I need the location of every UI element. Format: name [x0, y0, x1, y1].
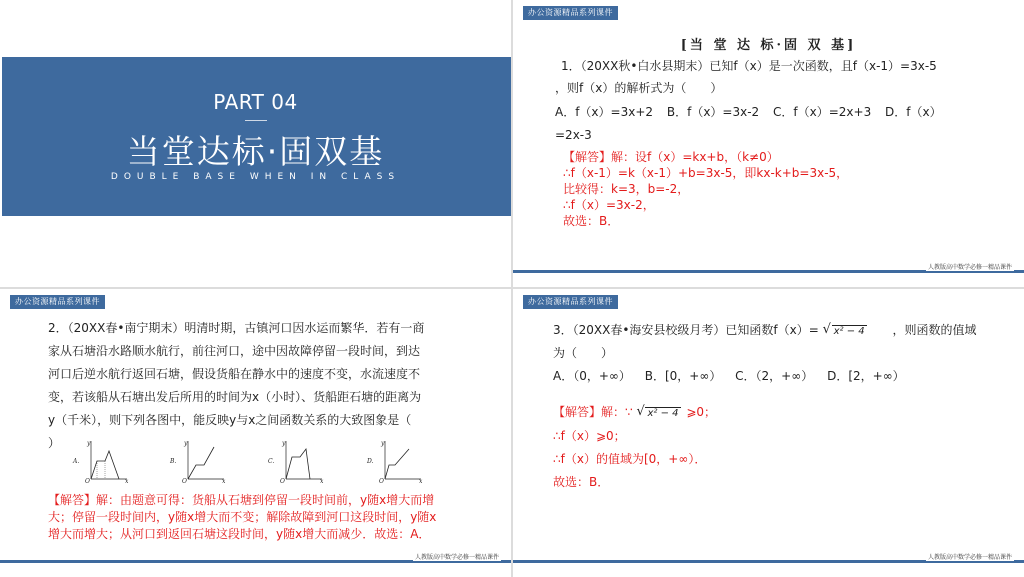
- radicand: x² − 4: [833, 326, 865, 337]
- question-line: ）: [48, 436, 61, 450]
- answer-line: ∴f（x）=3x-2，: [563, 198, 655, 212]
- slide-question-3: [513, 289, 1024, 577]
- answer-line: ∴f（x）⩾0；: [553, 429, 626, 443]
- question-line: [553, 319, 977, 343]
- section-subtitle: DOUBLE BASE WHEN IN CLASS: [110, 172, 401, 182]
- part-label: PART 04: [213, 90, 298, 114]
- answer-block: [48, 492, 436, 543]
- option-a: A．（0，+∞）: [553, 369, 631, 383]
- answer-line: [553, 401, 716, 425]
- axis-y-label: y: [381, 440, 385, 447]
- answer-graphs: [65, 437, 423, 487]
- answer-block: [563, 149, 848, 229]
- answer-line: 比较得：k=3，b=-2，: [563, 182, 690, 196]
- sqrt-expression: √ x² − 4: [636, 404, 679, 419]
- slide-tag: 办公资源精品系列课件: [523, 6, 618, 20]
- answer-line: 【解答】解：由题意可得：货船从石塘到停留一段时间前，y随x增大而增: [48, 493, 435, 507]
- answer-line: 增大而增大；从河口到返回石塘这段时间，y随x增大而减少．故选：A．: [48, 527, 431, 541]
- option-d-tail: =2x-3: [555, 128, 592, 142]
- axis-y-label: y: [282, 440, 286, 447]
- slide-tag: 办公资源精品系列课件: [10, 295, 105, 309]
- answer-line: 故选：B．: [553, 475, 610, 489]
- axis-y-label: y: [184, 440, 188, 447]
- footer-text: 人教版高中数学必修一精品课件: [927, 264, 1012, 271]
- answer-line: 【解答】解：设f（x）=kx+b，（k≠0）: [563, 150, 779, 164]
- graph-label: A.: [73, 458, 80, 465]
- slide-question-2: [0, 289, 511, 577]
- question-line: 变，若该船从石塘出发后所用的时间为x（小时）、货船距石塘的距离为: [48, 390, 422, 404]
- origin-label: O: [379, 478, 384, 485]
- axis-x-label: x: [222, 478, 226, 485]
- question-line: 河口后逆水航行返回石塘，假设货船在静水中的速度不变，水流速度不: [48, 367, 421, 381]
- question-text: 3．（20XX春•海安县校级月考）已知函数f（x）=: [553, 323, 819, 337]
- origin-label: O: [182, 478, 187, 485]
- radicand: x² − 4: [647, 408, 679, 419]
- origin-label: O: [280, 478, 285, 485]
- answer-block: [553, 401, 716, 494]
- answer-line: ∴f（x）的值域为[0，+∞）．: [553, 452, 707, 466]
- axis-x-label: x: [320, 478, 324, 485]
- sqrt-expression: √ x² − 4: [822, 322, 865, 337]
- answer-line: 大；停留一段时间内，y随x增大而不变；解除故障到河口这段时间，y随x: [48, 510, 437, 524]
- question-line: 2．（20XX春•南宁期末）明清时期，古镇河口因水运而繁华．若有一商: [48, 321, 425, 335]
- slide-tag: 办公资源精品系列课件: [523, 295, 618, 309]
- options-row: [553, 365, 915, 387]
- option-d: D．f（x）: [885, 105, 942, 119]
- answer-line: ∴f（x-1）=k（x-1）+b=3x-5，即kx-k+b=3x-5，: [563, 166, 849, 180]
- axis-x-label: x: [419, 478, 423, 485]
- option-b: B．[0，+∞）: [644, 369, 722, 383]
- origin-label: O: [85, 478, 90, 485]
- answer-line: 故选：B．: [563, 214, 620, 228]
- graph-b: [169, 440, 226, 485]
- axis-y-label: y: [87, 440, 91, 447]
- slide-question-1: [513, 0, 1024, 287]
- question-line: 为（ ）: [553, 346, 614, 360]
- footer-text: 人教版高中数学必修一精品课件: [414, 554, 499, 561]
- axis-x-label: x: [125, 478, 129, 485]
- question-text: ，则函数的值域: [892, 323, 977, 337]
- options-row: [555, 101, 952, 123]
- divider: [245, 120, 267, 121]
- answer-text: 【解答】解：∵: [553, 405, 633, 419]
- question-line: ，则f（x）的解析式为（ ）: [555, 81, 723, 95]
- graph-label: C.: [268, 458, 275, 465]
- graph-c: [268, 440, 324, 485]
- option-c: C．f（x）=2x+3: [773, 105, 872, 119]
- graph-label: D.: [367, 458, 374, 465]
- question-line: y（千米），则下列各图中，能反映y与x之间函数关系的大致图象是（: [48, 413, 412, 427]
- question-line: 1．（20XX秋•白水县期末）已知f（x）是一次函数，且f（x-1）=3x-5: [561, 59, 937, 73]
- option-d: D．[2，+∞）: [827, 369, 905, 383]
- section-title: 当堂达标·固双基: [126, 132, 385, 171]
- graph-label: B.: [170, 458, 177, 465]
- question-block: [48, 317, 424, 455]
- answer-text: ⩾0；: [686, 405, 717, 419]
- slide-heading: [当 堂 达 标·固 双 基]: [680, 38, 857, 53]
- slide-title: [0, 0, 511, 287]
- footer-text: 人教版高中数学必修一精品课件: [927, 554, 1012, 561]
- graph-a: [72, 440, 129, 485]
- option-b: B．f（x）=3x-2: [666, 105, 760, 119]
- option-c: C．（2，+∞）: [735, 369, 814, 383]
- question-line: 家从石塘沿水路顺水航行，前往河口，途中因故障停留一段时间，到达: [48, 344, 421, 358]
- option-a: A．f（x）=3x+2: [555, 105, 654, 119]
